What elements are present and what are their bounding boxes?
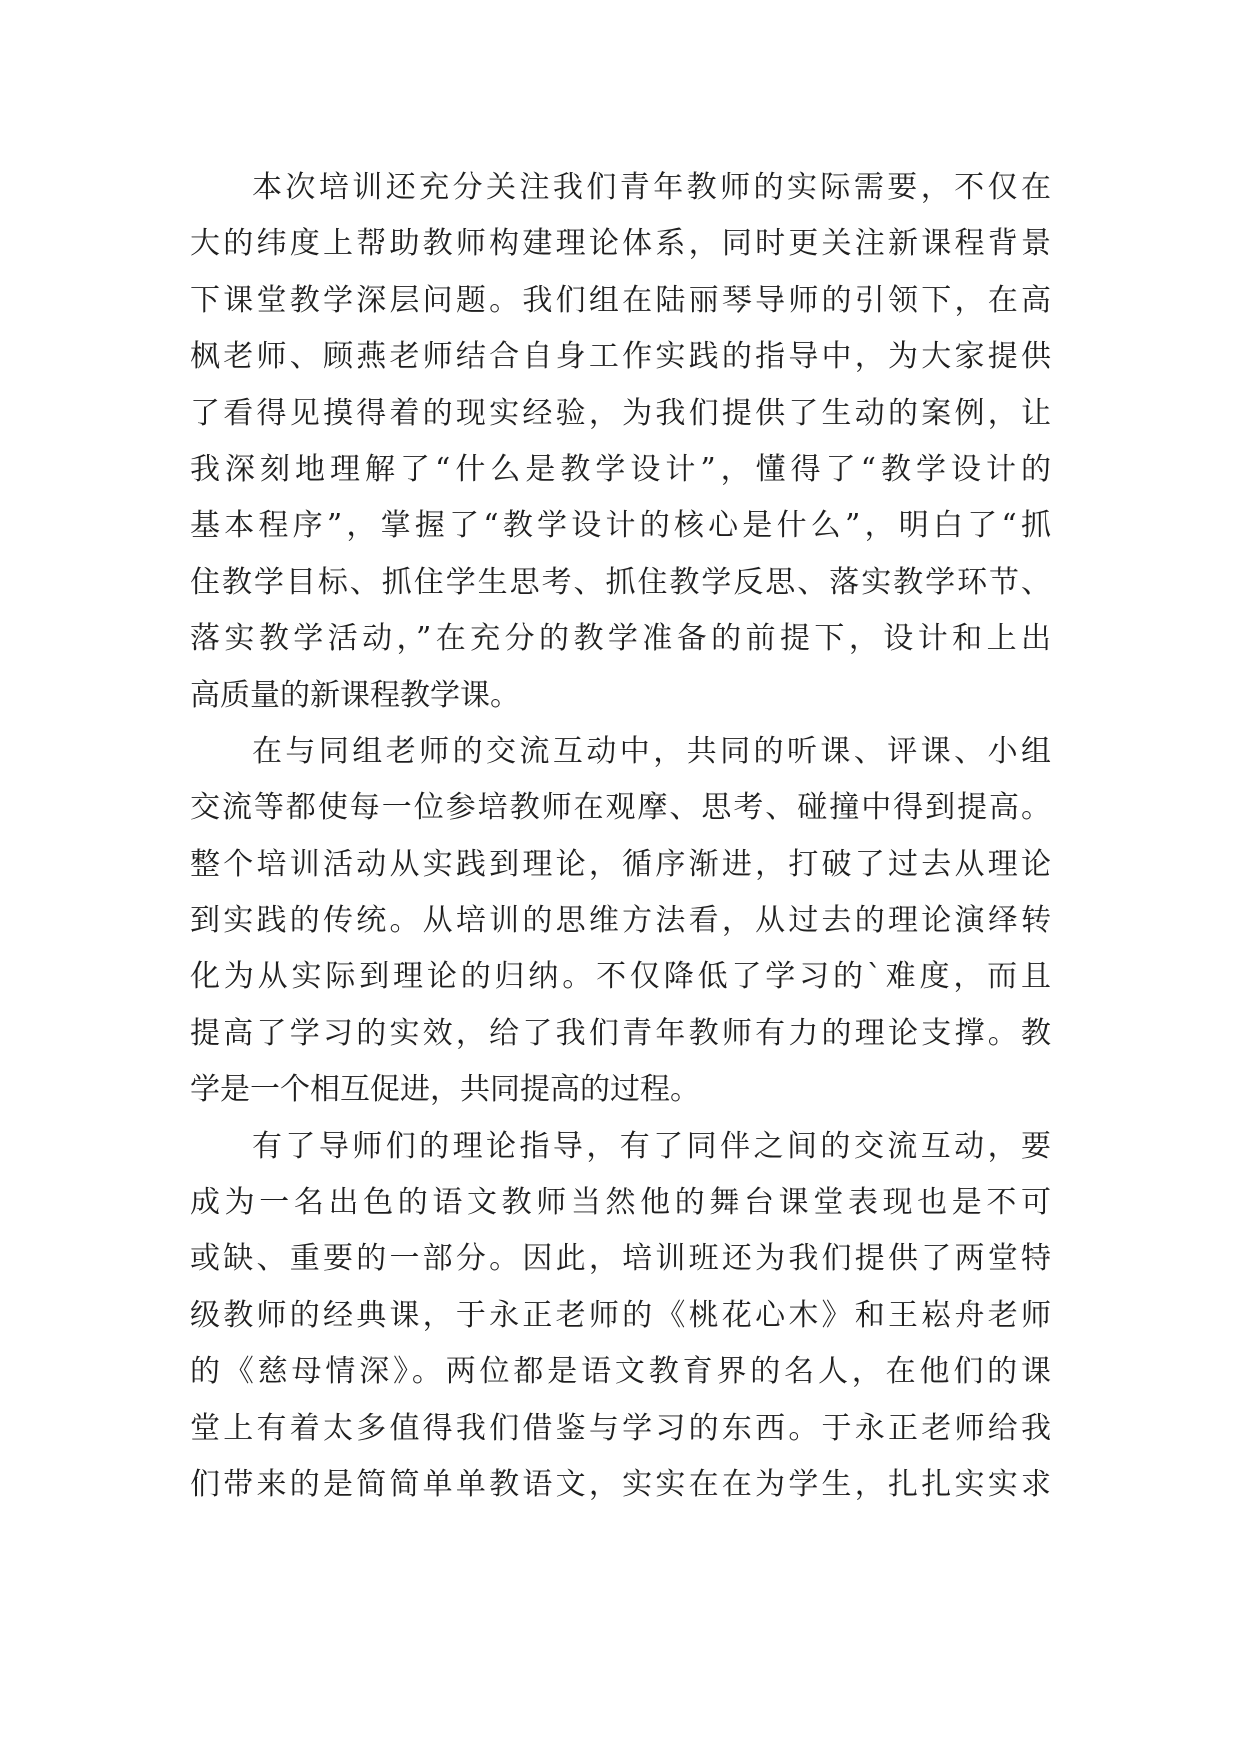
text-line: 住教学目标、抓住学生思考、抓住教学反思、落实教学环节、 [190, 564, 1051, 600]
text-line: 级教师的经典课，于永正老师的《桃花心木》和王崧舟老师 [190, 1297, 1051, 1333]
text-line: 提高了学习的实效，给了我们青年教师有力的理论支撑。教 [190, 1015, 1051, 1051]
text-line: 化为从实际到理论的归纳。不仅降低了学习的`难度，而且 [190, 959, 1051, 995]
paragraph-1 [190, 160, 1051, 724]
text-line: 的《慈母情深》。两位都是语文教育界的名人，在他们的课 [190, 1354, 1051, 1390]
text-line: 在与同组老师的交流互动中，共同的听课、评课、小组 [252, 733, 1051, 769]
text-line: 大的纬度上帮助教师构建理论体系，同时更关注新课程背景 [190, 226, 1051, 262]
text-line: 成为一名出色的语文教师当然他的舞台课堂表现也是不可 [190, 1185, 1051, 1221]
text-line: 到实践的传统。从培训的思维方法看，从过去的理论演绎转 [190, 903, 1051, 939]
text-line: 学是一个相互促进，共同提高的过程。 [190, 1072, 700, 1108]
text-line: 下课堂教学深层问题。我们组在陆丽琴导师的引领下，在高 [190, 282, 1051, 318]
text-line: 或缺、重要的一部分。因此，培训班还为我们提供了两堂特 [190, 1241, 1051, 1277]
text-line: 们带来的是简简单单教语文，实实在在为学生，扎扎实实求 [190, 1466, 1051, 1502]
text-line: 堂上有着太多值得我们借鉴与学习的东西。于永正老师给我 [190, 1410, 1051, 1446]
text-line: 了看得见摸得着的现实经验，为我们提供了生动的案例，让 [190, 395, 1051, 431]
paragraph-2 [190, 724, 1051, 1119]
text-line: 我深刻地理解了“什么是教学设计”，懂得了“教学设计的 [190, 451, 1051, 487]
text-line: 落实教学活动，”在充分的教学准备的前提下，设计和上出 [190, 621, 1051, 657]
text-line: 本次培训还充分关注我们青年教师的实际需要，不仅在 [252, 170, 1051, 205]
text-line: 整个培训活动从实践到理论，循序渐进，打破了过去从理论 [190, 846, 1051, 882]
text-line: 枫老师、顾燕老师结合自身工作实践的指导中，为大家提供 [190, 339, 1051, 375]
document-body [190, 160, 1051, 1513]
text-line: 基本程序”，掌握了“教学设计的核心是什么”，明白了“抓 [190, 508, 1051, 544]
paragraph-3 [190, 1119, 1051, 1514]
text-line: 有了导师们的理论指导，有了同伴之间的交流互动，要 [252, 1128, 1051, 1164]
text-line: 交流等都使每一位参培教师在观摩、思考、碰撞中得到提高。 [190, 790, 1051, 826]
text-line: 高质量的新课程教学课。 [190, 677, 520, 713]
